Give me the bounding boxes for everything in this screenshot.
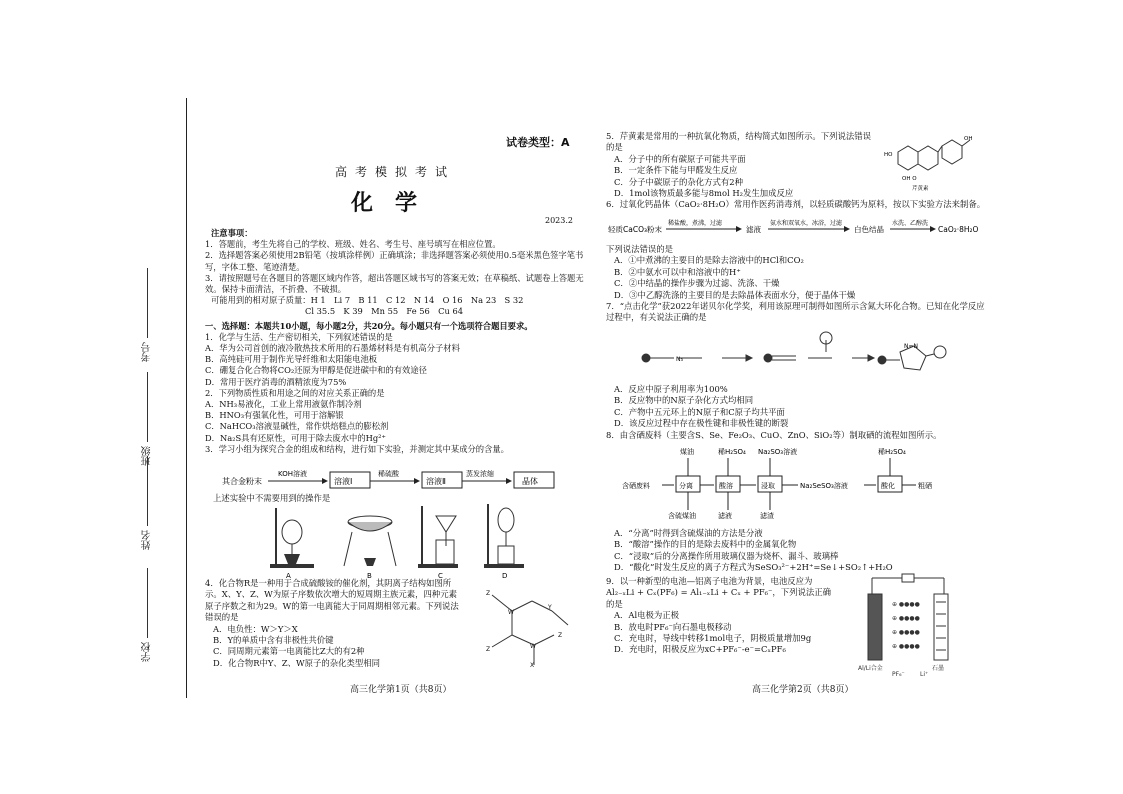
q2-option-c: C．NaHCO₃溶液显碱性，常作烘焙糕点的膨松剂: [205, 421, 389, 432]
q7-click-reaction: [612, 330, 982, 386]
q9-ion-li: Li⁺: [920, 671, 929, 678]
q9-option-c: C．充电时，导线中转移1mol电子，阴极质量增加9g: [614, 633, 812, 644]
q9-anode-label: Al/Li合金: [858, 665, 883, 672]
q8-product: 粗硒: [918, 482, 932, 490]
question-8-stem: 8．由含硒废料（主要含S、Se、Fe₂O₃、CuO、ZnO、SiO₂等）制取硒的流程如图所示。: [606, 429, 942, 440]
q4-option-a: A．电负性：W＞Y＞X: [213, 623, 298, 634]
q9-ion-pf6: PF₆⁻: [892, 671, 905, 678]
q8-step-separate: 分离: [679, 482, 693, 490]
svg-text:⊕ ●●●●: ⊕ ●●●●: [892, 601, 920, 608]
notice-title: 注意事项：: [211, 228, 253, 238]
svg-text:⊕ ●●●●: ⊕ ●●●●: [892, 615, 920, 622]
svg-text:OH O: OH O: [902, 176, 917, 182]
q8-option-a: A．“分离”时得到含硫煤油的方法是分液: [614, 528, 763, 538]
q7-option-a: A．反应中原子利用率为100%: [614, 384, 728, 394]
question-4-block: [205, 578, 465, 669]
q5-caption: 芹黄素: [912, 186, 929, 192]
svg-text:X: X: [530, 662, 535, 669]
notice-item: 2．选择题答案必须使用2B铅笔（按填涂样例）正确填涂；非选择题答案必须使用0.5毫米黑色签字笔书写，字体工整、笔迹清楚。: [205, 250, 584, 272]
question-6-stem: 6．过氧化钙晶体（CaO₂·8H₂O）常用作医药消毒剂，以轻质碳酸钙为原料，按以下实验方法来制备。: [606, 199, 986, 210]
q8-reagent-2: 稀H₂SO₄: [718, 448, 746, 456]
svg-text:⊕ ●●●●: ⊕ ●●●●: [892, 643, 920, 650]
question-9-stem: 9．以一种新型的电池—铝离子电池为背景，电池反应为Al₂₋ₓLi + Cₓ(PF₆) = Al₁₋ₓLi + Cₓ + PF₆⁻，下列说法正确的是: [606, 576, 832, 609]
svg-text:HO: HO: [884, 152, 893, 158]
label-a: A: [286, 572, 291, 580]
q8-reagent-3: Na₂SO₃溶液: [758, 448, 798, 456]
q3-flow-product: 晶体: [522, 477, 538, 486]
q5-option-c: C．分子中碳原子的杂化方式有2种: [614, 176, 743, 187]
q6-step-2: 氨水和双氧水，冰浴，过滤: [770, 220, 843, 227]
apparatus-c: [418, 506, 458, 580]
q8-byproduct-2: 滤液: [718, 512, 732, 520]
q2-option-d: D．Na₂S具有还原性，可用于除去废水中的Hg²⁺: [205, 432, 386, 443]
q8-option-c: C．“浸取”后的分离操作所用玻璃仪器为烧杯、漏斗、玻璃棒: [614, 550, 839, 561]
svg-text:N=N: N=N: [904, 343, 919, 350]
q8-byproduct-3: 滤渣: [760, 512, 774, 520]
q6-filtrate: 滤液: [746, 225, 761, 234]
right-column-q7-options: [606, 384, 986, 441]
subject-title: 化学: [350, 190, 439, 216]
exam-date: 2023.2: [545, 216, 573, 225]
q8-option-d: D．“酸化”时发生反应的离子方程式为SeSO₃²⁻+2H⁺=Se↓+SO₂↑+H₂O: [614, 562, 893, 573]
svg-text:W: W: [530, 643, 536, 650]
q1-option-d: D．常用于医疗消毒的酒精浓度为75%: [205, 376, 347, 387]
apparatus-b: [344, 516, 396, 580]
q7-option-c: C．产物中五元环上的N原子和C原子均共平面: [614, 406, 785, 417]
question-7-stem: 7．“点击化学”获2022年诺贝尔化学奖，利用该原理可制得如图所示含氮大环化合物。已知在化学反应过程中，有关说法正确的是: [606, 301, 985, 323]
q8-reagent-4: 稀H₂SO₄: [878, 448, 906, 456]
q3-apparatus-figure: [240, 502, 540, 582]
q4-option-b: B．Y的单质中含有非极性共价键: [213, 635, 334, 646]
right-column-lower: [606, 244, 986, 324]
question-3-ask: 上述实验中不需要用到的操作是: [213, 493, 331, 503]
atomic-masses-line2: Cl 35.5 K 39 Mn 55 Fe 56 Cu 64: [305, 306, 464, 317]
exam-type: 试卷类型：A: [506, 136, 570, 149]
q7-option-d: D．该反应过程中存在极性键和非极性键的断裂: [614, 418, 789, 429]
binding-line: [186, 98, 187, 698]
section-title: 一、选择题：本题共10小题，每小题2分，共20分。每小题只有一个选项符合题目要求。: [205, 320, 533, 331]
right-column-q9: [606, 576, 836, 656]
q6-flow-diagram: [606, 214, 986, 244]
q5-option-b: B．一定条件下能与甲醛发生反应: [614, 165, 738, 176]
q3-flow-step: 蒸发浓缩: [466, 470, 494, 478]
exam-name: 高考模拟考试: [334, 165, 455, 179]
svg-text:⊕ ●●●●: ⊕ ●●●●: [892, 629, 920, 636]
svg-text:OH: OH: [964, 136, 973, 142]
q9-cathode-label: 石墨: [932, 665, 945, 672]
notice-item: 3．请按照题号在各题目的答题区域内作答，超出答题区域书写的答案无效；在草稿纸、试题卷上答题无效。保持卡面清洁，不折叠、不破损。: [205, 272, 584, 295]
question-2-stem: 2．下列物质性质和用途之间的对应关系正确的是: [205, 387, 385, 398]
q8-flow-diagram: [618, 444, 978, 524]
q5-option-d: D．1mol该物质最多能与8mol H₂发生加成反应: [614, 188, 794, 199]
q6-step-1: 稀盐酸，煮沸，过滤: [668, 220, 723, 227]
q3-flow-solution-2: 溶液Ⅱ: [426, 477, 446, 486]
q6-option-b: B．②中氨水可以中和溶液中的H⁺: [614, 266, 741, 277]
q4-option-c: C．同周期元素第一电离能比Z大的有2种: [213, 646, 365, 657]
q8-intermediate: Na₂SeSO₃溶液: [800, 482, 848, 490]
q3-flow-solution-1: 溶液Ⅰ: [334, 477, 353, 486]
q6-product: CaO₂·8H₂O: [938, 225, 979, 234]
q6-start: 轻质CaCO₃粉末: [608, 225, 662, 234]
q7-option-b: B．反应物中的N原子杂化方式均相同: [614, 395, 754, 406]
q4-option-d: D．化合物R中Y、Z、W原子的杂化类型相同: [213, 657, 380, 668]
q3-flow: [222, 469, 554, 488]
side-field-school: 学校: [140, 568, 155, 662]
svg-text:Z: Z: [558, 632, 563, 639]
q3-flow-reagent-1: KOH溶液: [278, 470, 307, 478]
q5-apigenin-structure: [880, 130, 980, 192]
q1-option-b: B．高纯硅可用于制作光导纤维和太阳能电池板: [205, 354, 378, 365]
q8-step-acidify: 酸化: [881, 482, 895, 490]
question-1-stem: 1．化学与生活、生产密切相关，下列叙述错误的是: [205, 331, 393, 342]
svg-text:Z: Z: [486, 646, 491, 653]
q9-option-d: D．充电时，阳极反应为xC+PF₆⁻-e⁻=CₓPF₆: [614, 644, 786, 655]
atomic-masses: 可能用到的相对原子质量：H 1 Li 7 B 11 C 12 N 14 O 16 Na 23 S 32: [211, 295, 524, 306]
q8-byproduct-1: 含硫煤油: [668, 512, 696, 520]
q9-battery-diagram: [848, 572, 968, 678]
q8-feed: 含硒废料: [622, 482, 650, 490]
q9-option-b: B．放电时PF₆⁻向石墨电极移动: [614, 621, 732, 632]
apparatus-a: [270, 508, 314, 580]
svg-text:Z: Z: [486, 590, 491, 597]
q1-option-a: A．华为公司首创的液冷散热技术所用的石墨烯材料是有机高分子材料: [205, 343, 460, 354]
question-4-stem: 4．化合物R是一种用于合成硫酸铵的催化剂，其阴离子结构如图所示。X、Y、Z、W为原子序数依次增大的短周期主族元素，四种元素原子序数之和为29。W的第一电离能大于同周期相邻元素。下列说法错误的是: [205, 578, 459, 623]
q3-flow-start: 其合金粉末: [222, 477, 262, 486]
footer-page-2: 高三化学第2页（共8页）: [752, 685, 854, 695]
label-d: D: [502, 572, 508, 580]
q5-option-a: A．分子中的所有碳原子可能共平面: [614, 153, 746, 164]
notice-block: [205, 228, 585, 455]
label-b: B: [367, 572, 372, 580]
q6-option-a: A．①中煮沸的主要目的是除去溶液中的HCl和CO₂: [614, 255, 804, 266]
q6-crystal: 白色结晶: [854, 225, 884, 234]
q6-option-d: D．③中乙醇洗涤的主要目的是去除晶体表面水分，便于晶体干燥: [614, 289, 856, 300]
svg-text:Y: Y: [548, 604, 552, 611]
q2-option-b: B．HNO₃有强氧化性，可用于溶解银: [205, 410, 344, 421]
right-column-q8-options: [606, 528, 986, 574]
q8-option-b: B．“酸溶”操作的目的是除去废料中的金属氧化物: [614, 539, 797, 550]
svg-text:W: W: [508, 609, 514, 616]
q4-anion-structure: [472, 585, 582, 673]
q6-option-c: C．②中结晶的操作步骤为过滤、洗涤、干燥: [614, 278, 780, 289]
footer-page-1: 高三化学第1页（共8页）: [350, 685, 452, 695]
q3-flow-reagent-2: 稀硫酸: [378, 470, 399, 478]
q8-step-leach: 浸取: [761, 482, 775, 490]
question-3-stem: 3．学习小组为探究合金的组成和结构，进行如下实验，并测定其中某成分的含量。: [205, 443, 509, 454]
label-c: C: [438, 572, 443, 580]
question-5-stem: 5．芹黄素是常用的一种抗氧化物质，结构简式如图所示。下列说法错误的是: [606, 131, 871, 153]
q6-step-3: 水洗、乙醇洗: [892, 220, 929, 227]
question-6-ask: 下列说法错误的是: [606, 244, 673, 254]
q8-reagent-1: 煤油: [680, 448, 694, 456]
q9-option-a: A．Al电极为正极: [614, 610, 680, 621]
q1-option-c: C．硼复合化合物将CO₂还原为甲醇是促进碳中和的有效途径: [205, 365, 427, 376]
q2-option-a: A．NH₃易液化，工业上常用液氨作制冷剂: [205, 399, 362, 410]
svg-text:N₃: N₃: [676, 356, 683, 363]
apparatus-d: [484, 504, 524, 580]
notice-item: 1．答题前，考生先将自己的学校、班级、姓名、考生号、座号填写在相应位置。: [205, 239, 501, 250]
side-field-name: 姓名: [140, 456, 155, 550]
side-field-exam-no: 考号: [140, 268, 155, 362]
q8-step-dissolve: 酸溶: [719, 482, 733, 490]
side-field-class: 班级: [140, 372, 155, 466]
